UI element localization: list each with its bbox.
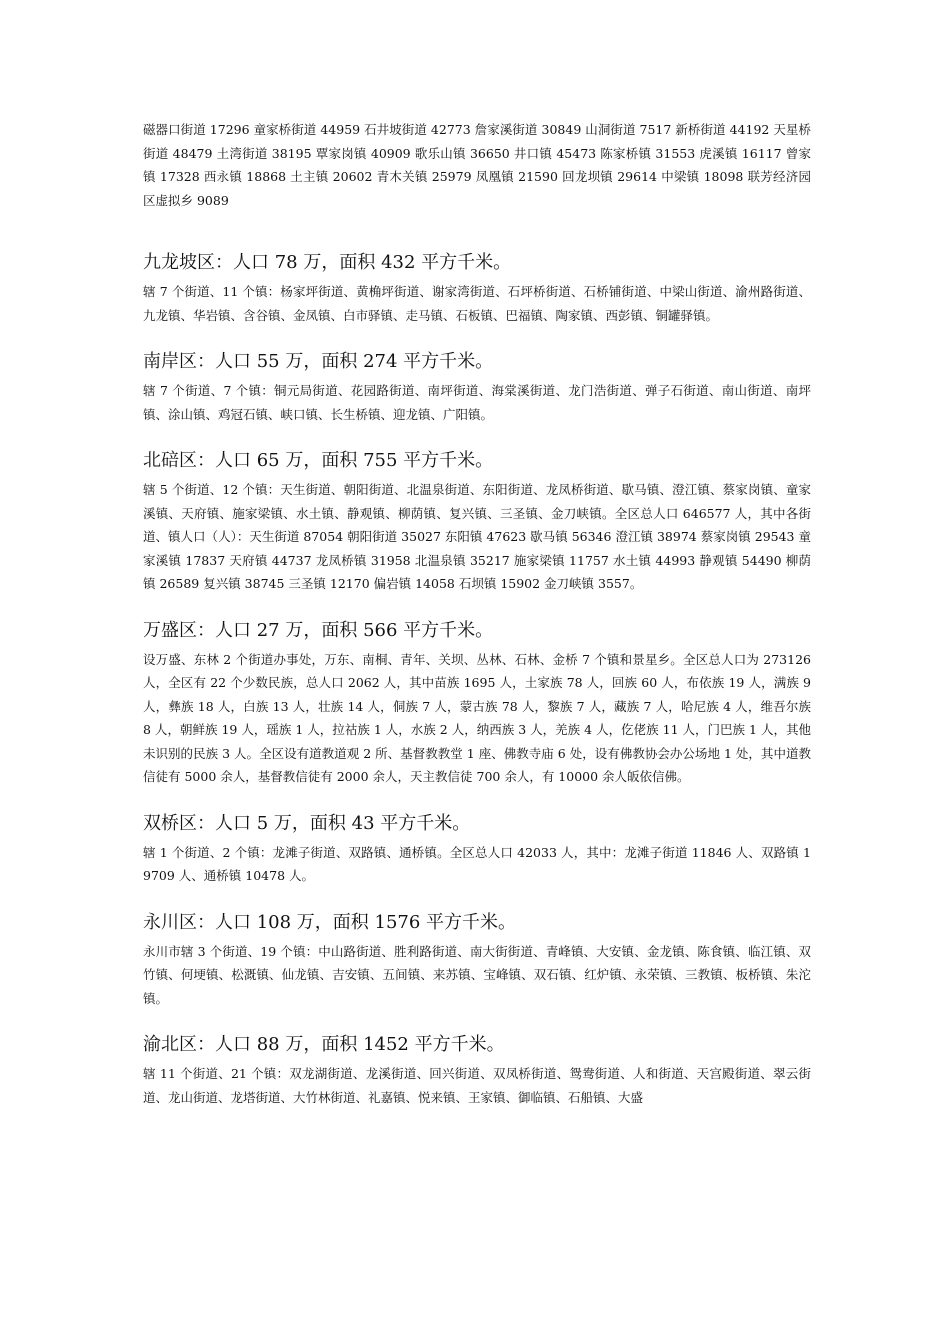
section-heading: 北碚区：人口 65 万，面积 755 平方千米。 bbox=[143, 450, 494, 471]
section-heading: 双桥区：人口 5 万，面积 43 平方千米。 bbox=[143, 812, 471, 834]
section-wansheng bbox=[143, 618, 811, 789]
section-body: 辖 7 个街道、11 个镇：杨家坪街道、黄桷坪街道、谢家湾街道、石坪桥街道、石桥铺街道、中梁山街道、渝州路街道、九龙镇、华岩镇、含谷镇、金凤镇、白市驿镇、走马镇、石板镇、巴福镇、陶家镇、西彭镇、铜罐驿镇。 bbox=[143, 284, 811, 323]
section-body: 辖 5 个街道、12 个镇：天生街道、朝阳街道、北温泉街道、东阳街道、龙凤桥街道、歇马镇、澄江镇、蔡家岗镇、童家溪镇、天府镇、施家梁镇、水土镇、静观镇、柳荫镇、复兴镇、三圣镇、金刀峡镇。全区总人口 646577 人，其中各街道、镇人口（人）：天生街道 87054 朝阳街道 35027 东阳镇 47623 歇马镇 56346 澄江镇 38974 蔡家岗镇 29543 童家溪镇 17837 天府镇 44737 龙凤桥镇 31958 北温泉镇 35217 施家梁镇 11757 水土镇 44993 静观镇 54490 柳荫镇 26589 复兴镇 38745 三圣镇 12170 偏岩镇 14058 石坝镇 15902 金刀峡镇 3557。 bbox=[143, 482, 811, 591]
intro-paragraph: 磁器口街道 17296 童家桥街道 44959 石井坡街道 42773 詹家溪街道 30849 山洞街道 7517 新桥街道 44192 天星桥街道 48479 土湾街道 38195 覃家岗镇 40909 歌乐山镇 36650 井口镇 45473 陈家桥镇 31553 虎溪镇 16117 曾家镇 17328 西永镇 18868 土主镇 20602 青木关镇 25979 凤凰镇 21590 回龙坝镇 29614 中梁镇 18098 联芳经济园区虚拟乡 9089 bbox=[143, 122, 811, 208]
section-body: 辖 7 个街道、7 个镇：铜元局街道、花园路街道、南坪街道、海棠溪街道、龙门浩街道、弹子石街道、南山街道、南坪镇、涂山镇、鸡冠石镇、峡口镇、长生桥镇、迎龙镇、广阳镇。 bbox=[143, 383, 811, 422]
section-yongchuan bbox=[143, 910, 811, 1011]
section-beibei bbox=[143, 448, 811, 596]
section-yubei bbox=[143, 1032, 811, 1109]
section-body: 辖 11 个街道、21 个镇：双龙湖街道、龙溪街道、回兴街道、双凤桥街道、鸳鸯街道、人和街道、天宫殿街道、翠云街道、龙山街道、龙塔街道、大竹林街道、礼嘉镇、悦来镇、王家镇、御临镇、石船镇、大盛 bbox=[143, 1066, 811, 1105]
section-body: 设万盛、东林 2 个街道办事处，万东、南桐、青年、关坝、丛林、石林、金桥 7 个镇和景星乡。全区总人口为 273126 人，全区有 22 个少数民族，总人口 2062 人，其中苗族 1695 人，土家族 78 人，回族 60 人，布依族 19 人，满族 9 人，彝族 18 人，白族 13 人，壮族 14 人，侗族 7 人，蒙古族 78 人，黎族 7 人，藏族 7 人，哈尼族 4 人，维吾尔族 8 人，朝鲜族 19 人，瑶族 1 人，拉祜族 1 人，水族 2 人，纳西族 3 人，羌族 4 人，仡佬族 11 人，门巴族 1 人，其他未识别的民族 3 人。全区设有道教道观 2 所、基督教教堂 1 座、佛教寺庙 6 处，设有佛教协会办公场地 1 处，其中道教信徒有 5000 余人，基督教信徒有 2000 余人，天主教信徒 700 余人，有 10000 余人皈依信佛。 bbox=[143, 651, 811, 784]
section-heading: 渝北区：人口 88 万，面积 1452 平方千米。 bbox=[143, 1034, 505, 1055]
section-heading: 永川区：人口 108 万，面积 1576 平方千米。 bbox=[143, 911, 517, 933]
section-nanan bbox=[143, 349, 811, 426]
section-heading: 万盛区：人口 27 万，面积 566 平方千米。 bbox=[143, 619, 494, 641]
section-heading: 九龙坡区：人口 78 万，面积 432 平方千米。 bbox=[143, 252, 512, 273]
document-content bbox=[143, 118, 811, 1131]
section-shuangqiao bbox=[143, 811, 811, 888]
section-body: 永川市辖 3 个街道、19 个镇：中山路街道、胜利路街道、南大街街道、青峰镇、大安镇、金龙镇、陈食镇、临江镇、双竹镇、何埂镇、松溉镇、仙龙镇、吉安镇、五间镇、来苏镇、宝峰镇、双石镇、红炉镇、永荣镇、三教镇、板桥镇、朱沱镇。 bbox=[143, 943, 811, 1006]
section-body: 辖 1 个街道、2 个镇：龙滩子街道、双路镇、通桥镇。全区总人口 42033 人，其中：龙滩子街道 11846 人、双路镇 19709 人、通桥镇 10478 人。 bbox=[143, 844, 811, 883]
section-heading: 南岸区：人口 55 万，面积 274 平方千米。 bbox=[143, 351, 494, 372]
section-jiulongpo bbox=[143, 250, 811, 327]
